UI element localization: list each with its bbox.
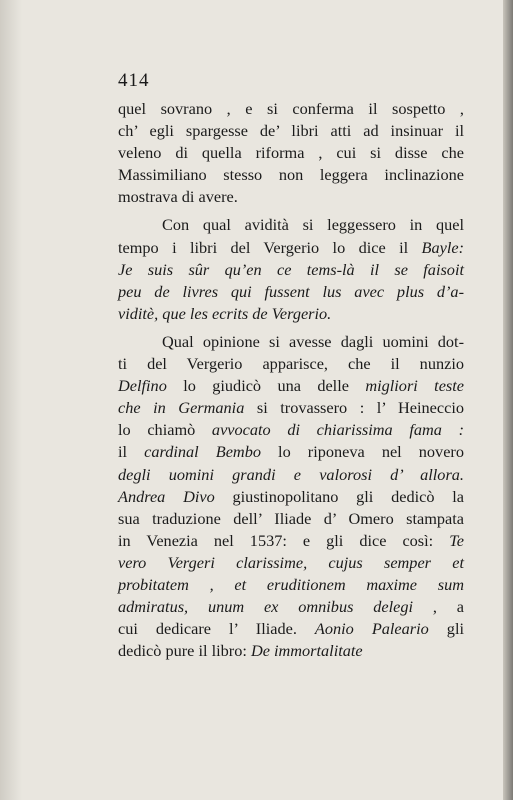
paragraph [118,331,464,662]
roman-text: lo giudicò una delle [166,376,366,396]
text-line [118,259,464,281]
roman-text: lo riponeva nel novero [260,442,464,462]
italic-text: peu de livres qui fussent lus avec plus d’a- [118,281,464,301]
text-line [118,419,464,441]
text-line [118,281,464,303]
paragraph [118,98,464,208]
text-line [118,596,464,618]
text-line [118,375,464,397]
text-line [118,486,464,508]
roman-text: dedicò pure il libro: [118,641,251,661]
text-line [118,618,464,640]
text-line [118,142,464,164]
roman-text: sua traduzione dell’ Iliade d’ Omero stampata [118,508,464,528]
roman-text: , a [413,597,465,617]
text-line [118,574,464,596]
italic-text: vero Vergeri clarissime, cujus semper et [118,552,464,572]
text-line [118,441,464,463]
italic-text: Je suis sûr qu’en ce tems-là il se faisoit [118,259,464,279]
page-number: 414 [118,70,150,91]
italic-text: Bayle: [421,237,464,257]
italic-text: Delfino [118,376,167,396]
italic-text: De immortalitate [250,641,363,661]
italic-text: cardinal Bembo [144,442,261,462]
roman-text: quel sovrano , e si conferma il sospetto , [118,99,464,118]
text-line [118,640,464,662]
text-line [118,98,464,120]
italic-text: avvocato di chiarissima fama : [211,420,464,440]
text-line [118,397,464,419]
italic-text: admiratus, unum ex omnibus delegi [118,597,414,617]
roman-text: Massimiliano stesso non leggera inclinazione [118,165,464,185]
italic-text: probitatem , et eruditionem maxime sum [118,574,464,594]
roman-text: in Venezia nel 1537: e gli dice così: [118,530,450,550]
roman-text: veleno di quella riforma , cui si disse che [118,143,464,163]
text-line [118,464,464,486]
roman-text: tempo i libri del Vergerio lo dice il [118,237,422,257]
text-line [118,508,464,530]
roman-text: si trovassero : l’ Heineccio [244,398,464,418]
roman-text: il [118,442,145,462]
roman-text: mostrava di avere. [118,187,238,207]
roman-text: ch’ egli spargesse de’ libri atti ad insinuar il [118,121,464,141]
roman-text: lo chiamò [118,420,212,440]
roman-text: Con qual avidità si leggessero in quel [162,215,464,235]
roman-text: ti del Vergerio apparisce, che il nunzio [118,354,464,374]
italic-text: Aonio Paleario [314,619,429,639]
text-line [118,530,464,552]
text-line [118,120,464,142]
italic-text: degli uomini grandi e valorosi d’ allora. [118,464,464,484]
paragraph [118,214,464,324]
text-line [118,331,464,353]
text-line [118,353,464,375]
italic-text: migliori teste [365,376,464,396]
text-line [118,552,464,574]
text-line [118,214,464,236]
italic-text: Te [449,530,464,550]
italic-text: viditè, que les ecrits de Vergerio. [118,303,332,323]
text-line [118,186,464,208]
body-text [118,98,464,662]
text-line [118,164,464,186]
italic-text: Andrea Divo [118,486,215,506]
roman-text: Qual opinione si avesse dagli uomini dot- [162,331,464,351]
roman-text: cui dedicare l’ Iliade. [118,619,315,639]
roman-text: gli [428,619,464,639]
text-line [118,237,464,259]
text-line [118,303,464,325]
roman-text: giustinopolitano gli dedicò la [214,486,464,506]
italic-text: che in Germania [118,398,245,418]
